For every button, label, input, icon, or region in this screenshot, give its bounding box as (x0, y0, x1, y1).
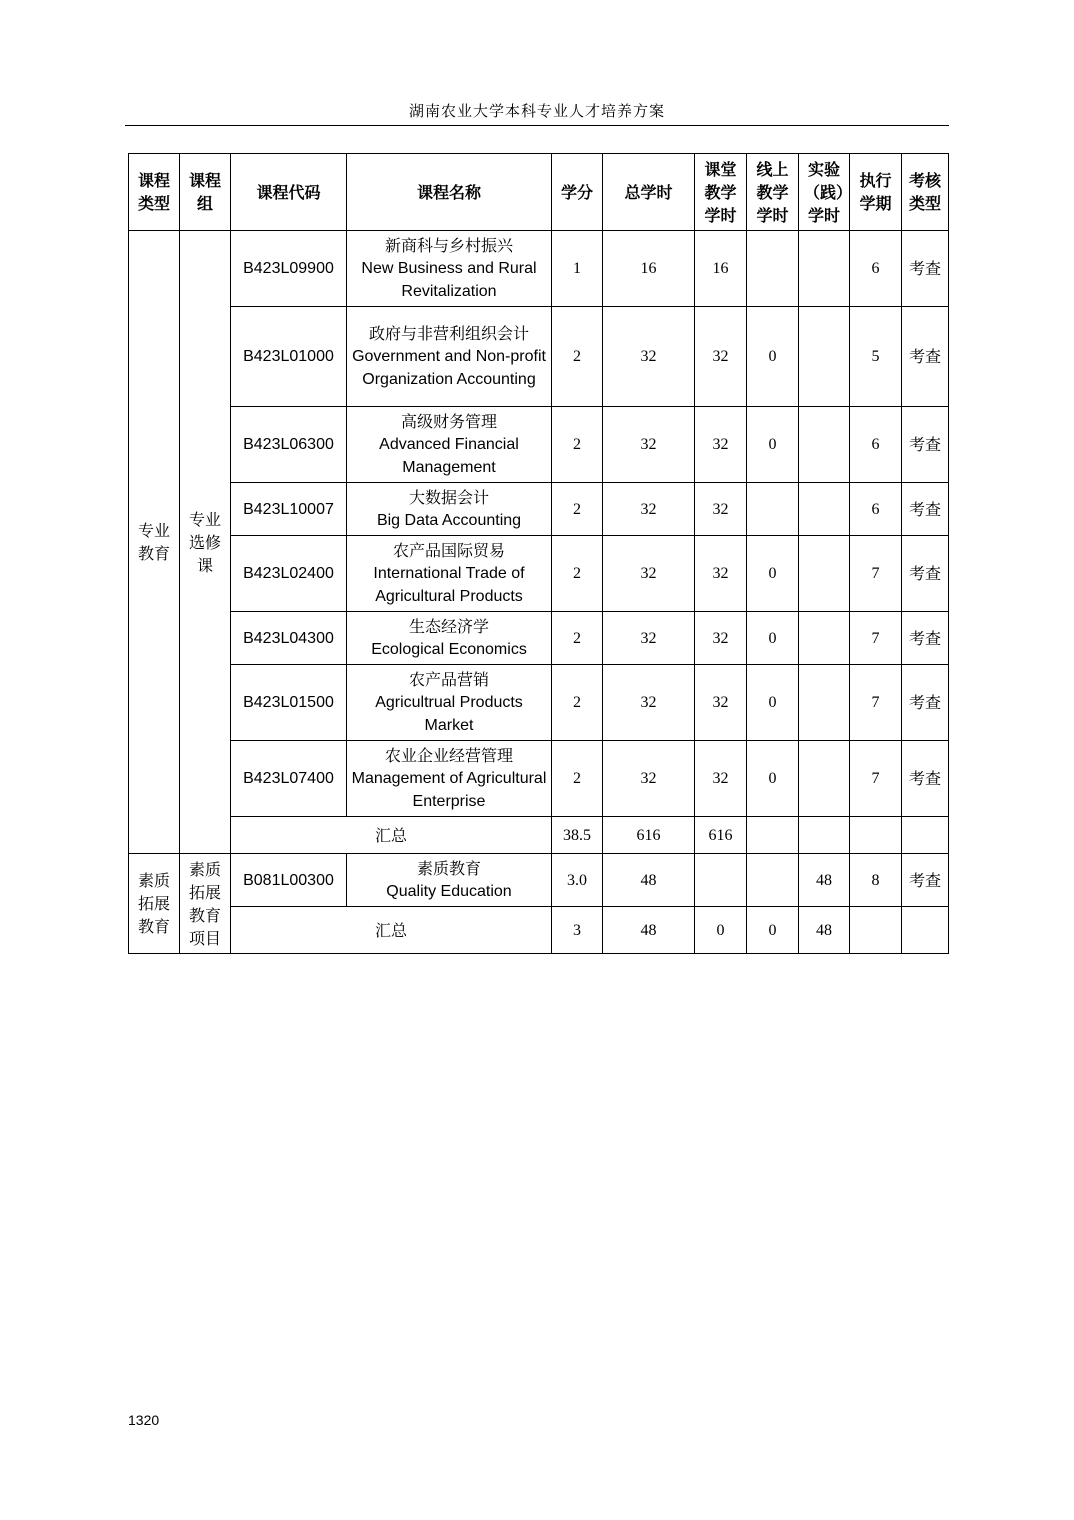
course-lab-hours (799, 231, 850, 307)
course-lab-hours (799, 612, 850, 665)
course-semester: 6 (850, 407, 902, 483)
course-credit: 2 (552, 307, 603, 407)
course-online-hours: 0 (747, 665, 799, 741)
course-credit: 2 (552, 536, 603, 612)
table-row (129, 307, 949, 407)
course-name-en: Quality Education (386, 883, 512, 900)
table-row (129, 612, 949, 665)
header-lab-hours: 实验（践）学时 (799, 154, 850, 231)
page-header-title: 湖南农业大学本科专业人才培养方案 (408, 102, 665, 120)
course-name (347, 612, 552, 665)
course-semester: 5 (850, 307, 902, 407)
course-name-zh: 农产品国际贸易 (392, 541, 505, 560)
course-semester: 8 (850, 854, 902, 907)
course-type-cell: 素质拓展教育 (129, 854, 180, 954)
course-name (347, 741, 552, 817)
course-total-hours: 32 (603, 536, 695, 612)
header-online-hours: 线上教学学时 (747, 154, 799, 231)
course-name (347, 483, 552, 536)
course-type-cell: 专业教育 (129, 231, 180, 854)
course-name (347, 665, 552, 741)
course-code: B423L01500 (231, 665, 347, 741)
total-label: 汇总 (231, 907, 552, 954)
course-name-zh: 高级财务管理 (400, 412, 497, 431)
course-total-hours: 32 (603, 741, 695, 817)
course-total-hours: 32 (603, 483, 695, 536)
course-name-zh: 新商科与乡村振兴 (384, 236, 513, 255)
course-lab-hours (799, 307, 850, 407)
total-semester-empty (850, 907, 902, 954)
course-lab-hours (799, 536, 850, 612)
course-class-hours: 16 (695, 231, 747, 307)
header-class-hours: 课堂教学学时 (695, 154, 747, 231)
course-table (128, 153, 949, 954)
table-body (129, 231, 949, 954)
course-credit: 3.0 (552, 854, 603, 907)
course-online-hours: 0 (747, 741, 799, 817)
total-credit: 38.5 (552, 817, 603, 854)
course-online-hours (747, 854, 799, 907)
table-row (129, 741, 949, 817)
course-online-hours: 0 (747, 307, 799, 407)
course-credit: 2 (552, 612, 603, 665)
total-exam-empty (902, 817, 949, 854)
course-name-en: Management of Agricultural Enterprise (351, 770, 547, 810)
header-course-name: 课程名称 (347, 154, 552, 231)
table-row (129, 665, 949, 741)
total-total-hours: 48 (603, 907, 695, 954)
course-semester: 7 (850, 665, 902, 741)
total-credit: 3 (552, 907, 603, 954)
total-label: 汇总 (231, 817, 552, 854)
table-row (129, 483, 949, 536)
course-code: B081L00300 (231, 854, 347, 907)
total-total-hours: 616 (603, 817, 695, 854)
course-online-hours (747, 231, 799, 307)
header-credit: 学分 (552, 154, 603, 231)
course-credit: 2 (552, 665, 603, 741)
course-lab-hours (799, 407, 850, 483)
total-exam-empty (902, 907, 949, 954)
course-class-hours: 32 (695, 307, 747, 407)
course-group-cell: 素质拓展教育项目 (180, 854, 231, 954)
total-online-hours (747, 817, 799, 854)
course-total-hours: 32 (603, 612, 695, 665)
total-semester-empty (850, 817, 902, 854)
table-header-row (129, 154, 949, 231)
course-semester: 7 (850, 536, 902, 612)
total-lab-hours (799, 817, 850, 854)
course-code: B423L04300 (231, 612, 347, 665)
course-name-en: New Business and Rural Revitalization (361, 260, 537, 300)
course-name (347, 536, 552, 612)
course-online-hours: 0 (747, 536, 799, 612)
course-credit: 2 (552, 483, 603, 536)
course-name-zh: 政府与非营利组织会计 (368, 324, 529, 343)
page-number: 1320 (128, 1412, 160, 1428)
course-exam: 考查 (902, 612, 949, 665)
course-group-cell: 专业选修课 (180, 231, 231, 854)
course-class-hours (695, 854, 747, 907)
course-class-hours: 32 (695, 536, 747, 612)
course-name-zh: 农业企业经营管理 (384, 746, 513, 765)
course-class-hours: 32 (695, 665, 747, 741)
header-course-type: 课程类型 (129, 154, 180, 231)
course-semester: 7 (850, 612, 902, 665)
course-total-hours: 32 (603, 665, 695, 741)
course-exam: 考查 (902, 665, 949, 741)
total-class-hours: 0 (695, 907, 747, 954)
course-exam: 考查 (902, 231, 949, 307)
course-semester: 6 (850, 483, 902, 536)
course-total-hours: 32 (603, 407, 695, 483)
course-credit: 1 (552, 231, 603, 307)
course-online-hours (747, 483, 799, 536)
total-online-hours: 0 (747, 907, 799, 954)
course-lab-hours (799, 483, 850, 536)
course-code: B423L02400 (231, 536, 347, 612)
course-name-en: Big Data Accounting (376, 512, 522, 529)
course-lab-hours (799, 665, 850, 741)
header-total-hours: 总学时 (603, 154, 695, 231)
header-rule (125, 125, 949, 126)
total-class-hours: 616 (695, 817, 747, 854)
course-code: B423L07400 (231, 741, 347, 817)
course-credit: 2 (552, 741, 603, 817)
course-online-hours: 0 (747, 612, 799, 665)
course-class-hours: 32 (695, 407, 747, 483)
course-name-en: Ecological Economics (371, 641, 527, 658)
table-row (129, 407, 949, 483)
course-semester: 6 (850, 231, 902, 307)
course-exam: 考查 (902, 407, 949, 483)
course-exam: 考查 (902, 854, 949, 907)
course-code: B423L06300 (231, 407, 347, 483)
table-row (129, 854, 949, 907)
course-total-hours: 16 (603, 231, 695, 307)
header-course-group: 课程组 (180, 154, 231, 231)
course-total-hours: 32 (603, 307, 695, 407)
course-name (347, 407, 552, 483)
course-code: B423L10007 (231, 483, 347, 536)
course-name (347, 231, 552, 307)
table-row (129, 536, 949, 612)
course-name-zh: 农产品营销 (408, 670, 489, 689)
course-name (347, 307, 552, 407)
course-lab-hours (799, 741, 850, 817)
course-name-en: International Trade of Agricultural Products (373, 565, 525, 605)
course-code: B423L01000 (231, 307, 347, 407)
course-semester: 7 (850, 741, 902, 817)
header-exam-type: 考核类型 (902, 154, 949, 231)
course-credit: 2 (552, 407, 603, 483)
course-name-en: Agricultrual Products Market (375, 694, 523, 734)
course-name-en: Advanced Financial Management (379, 436, 519, 476)
course-online-hours: 0 (747, 407, 799, 483)
course-name-zh: 素质教育 (416, 859, 481, 878)
course-code: B423L09900 (231, 231, 347, 307)
header-course-code: 课程代码 (231, 154, 347, 231)
course-name-zh: 生态经济学 (408, 617, 489, 636)
course-class-hours: 32 (695, 612, 747, 665)
header-semester: 执行学期 (850, 154, 902, 231)
course-total-hours: 48 (603, 854, 695, 907)
course-exam: 考查 (902, 483, 949, 536)
course-name (347, 854, 552, 907)
course-name-en: Government and Non-profit Organization Accounting (352, 348, 546, 388)
course-class-hours: 32 (695, 741, 747, 817)
table-row (129, 231, 949, 307)
course-class-hours: 32 (695, 483, 747, 536)
course-name-zh: 大数据会计 (408, 488, 489, 507)
total-row (129, 817, 949, 854)
total-row (129, 907, 949, 954)
course-exam: 考查 (902, 536, 949, 612)
course-exam: 考查 (902, 307, 949, 407)
course-exam: 考查 (902, 741, 949, 817)
course-lab-hours: 48 (799, 854, 850, 907)
total-lab-hours: 48 (799, 907, 850, 954)
